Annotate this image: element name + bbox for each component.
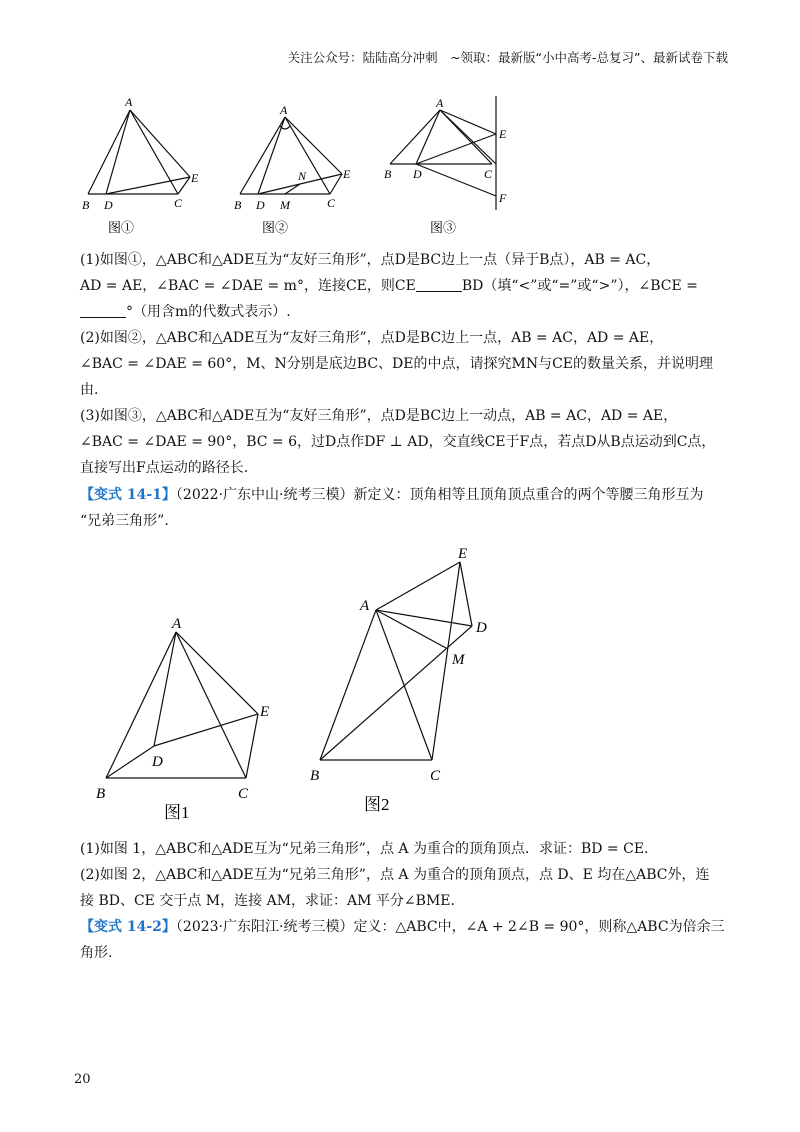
answer-blank-2 <box>80 303 126 318</box>
caption-mid-fig2: 图2 <box>364 795 390 814</box>
variant-tag: 【变式 14-1】 <box>80 487 176 503</box>
q1-line5: ∠BAC = ∠DAE = 60°，M、N分别是底边BC、DE的中点，请探究MN与CE的数量关系，并说明理 <box>80 356 714 372</box>
label-A: A <box>360 598 370 614</box>
label-C: C <box>327 196 336 210</box>
q1-line8: ∠BAC = ∠DAE = 90°，BC = 6，过D点作DF ⊥ AD，交直线CE于F点，若点D从B点运动到C点， <box>80 434 716 450</box>
q2-line1: (1)如图 1，△ABC和△ADE互为“兄弟三角形”，点 A 为重合的顶角顶点．求证：BD = CE. <box>80 841 649 857</box>
variant-14-2: 【变式 14-2】（2023·广东阳江·统考三模）定义：△ABC中，∠A + 2∠B = 90°，则称△ABC为倍余三 角形. <box>80 914 730 966</box>
figure-2-mid <box>300 540 520 824</box>
caption-fig3: 图③ <box>430 220 457 235</box>
label-A: A <box>436 96 444 110</box>
q2-line2: (2)如图 2，△ABC和△ADE互为“兄弟三角形”，点 A 为重合的顶角顶点，点 D、E 均在△ABC外，连 <box>80 867 710 883</box>
problem-2-text <box>80 836 730 914</box>
label-C: C <box>238 786 249 802</box>
label-E: E <box>499 127 507 141</box>
q1-line2: AD = AE，∠BAC = ∠DAE = m°，连接CE，则CE BD（填“<”或“=”或“>”），∠BCE = <box>80 278 698 294</box>
variant-14-1: 【变式 14-1】（2022·广东中山·统考三模）新定义：顶角相等且顶角顶点重合的两个等腰三角形互为 “兄弟三角形”. <box>80 482 730 534</box>
variant-14-1-line2: “兄弟三角形”. <box>80 513 169 529</box>
page-header: 关注公众号：陆陆高分冲刺 ~领取：最新版“小中高考-总复习”、最新试卷下载 <box>287 50 728 65</box>
label-B: B <box>82 198 90 212</box>
label-A: A <box>280 103 288 117</box>
label-D: D <box>256 198 265 212</box>
figure-2-top <box>230 92 370 246</box>
label-M: M <box>452 652 465 668</box>
label-A: A <box>125 95 133 109</box>
variant-14-2-line2: 角形. <box>80 945 113 961</box>
caption-mid-fig1: 图1 <box>164 803 190 822</box>
q1-line9: 直接写出F点运动的路径长. <box>80 460 249 476</box>
caption-fig1: 图① <box>108 220 135 235</box>
answer-blank-1 <box>416 277 462 292</box>
label-C: C <box>430 768 441 784</box>
label-B: B <box>234 198 242 212</box>
problem-1-text <box>80 247 730 481</box>
label-E: E <box>343 167 351 181</box>
figure-3-top <box>380 92 530 246</box>
q2-line3: 接 BD、CE 交于点 M，连接 AM，求证：AM 平分∠BME. <box>80 893 455 909</box>
q1-line1: (1)如图①，△ABC和△ADE互为“友好三角形”，点D是BC边上一点（异于B点），AB = AC， <box>80 252 661 268</box>
label-M: M <box>280 198 290 212</box>
q1-line3: °（用含m的代数式表示）. <box>80 299 730 325</box>
q1-line4: (2)如图②，△ABC和△ADE互为“友好三角形”，点D是BC边上一点，AB = AC，AD = AE， <box>80 330 664 346</box>
label-B: B <box>384 167 392 181</box>
label-B: B <box>96 786 106 802</box>
label-E: E <box>458 546 468 562</box>
label-F: F <box>499 191 507 205</box>
label-A: A <box>172 616 182 632</box>
figure-1-top <box>78 92 218 246</box>
label-D: D <box>413 167 422 181</box>
label-D: D <box>476 620 487 636</box>
label-C: C <box>484 167 493 181</box>
figure-1-mid <box>90 610 290 829</box>
label-E: E <box>191 171 199 185</box>
label-D: D <box>152 754 163 770</box>
caption-fig2: 图② <box>262 220 289 235</box>
q1-line6: 由. <box>80 382 99 398</box>
q1-line7: (3)如图③，△ABC和△ADE互为“友好三角形”，点D是BC边上一动点，AB = AC，AD = AE， <box>80 408 678 424</box>
label-N: N <box>298 169 307 183</box>
label-E: E <box>260 704 270 720</box>
label-D: D <box>104 198 113 212</box>
variant-tag: 【变式 14-2】 <box>80 919 176 935</box>
label-B: B <box>310 768 320 784</box>
page-number: 20 <box>74 1072 91 1087</box>
label-C: C <box>174 196 183 210</box>
